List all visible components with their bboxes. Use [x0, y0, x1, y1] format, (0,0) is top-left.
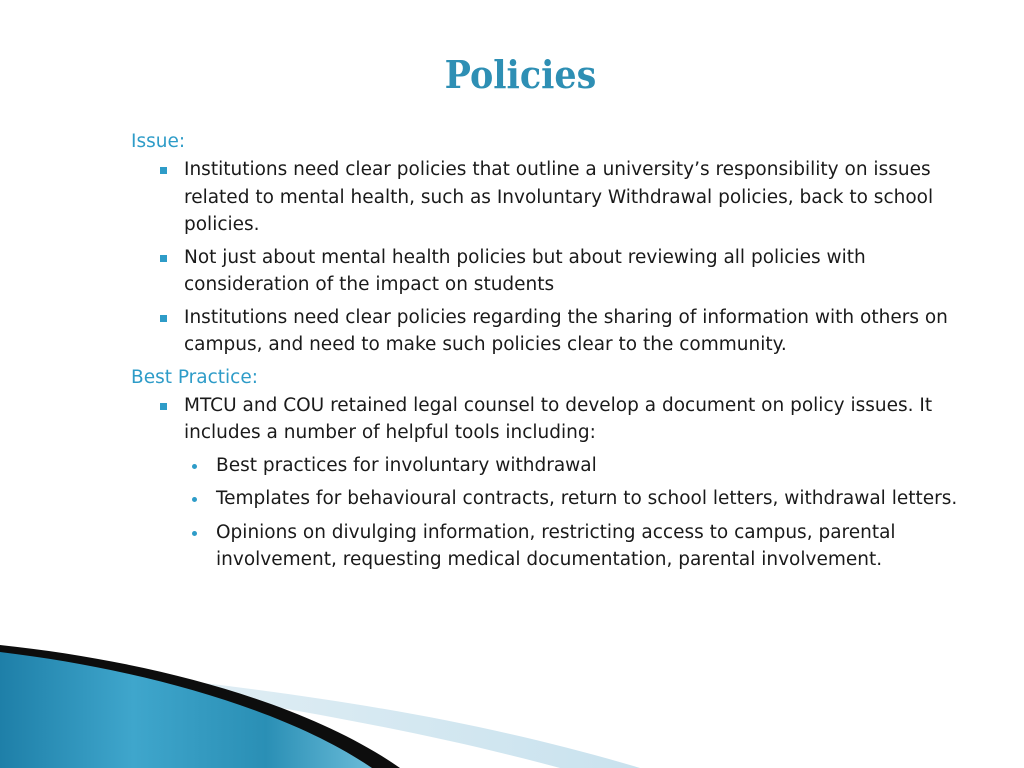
dark-stripe	[0, 645, 400, 768]
square-bullet-icon	[160, 167, 167, 174]
blue-band	[0, 650, 380, 768]
round-bullet-icon	[192, 464, 197, 469]
issue-bullet-list	[131, 156, 961, 359]
list-item: Institutions need clear policies regarding the sharing of information with others on campus, and need to make such policies clear to the community.	[131, 304, 961, 359]
sub-bullet-list	[184, 452, 961, 574]
section-heading-issue: Issue:	[131, 131, 186, 152]
list-item: Institutions need clear policies that outline a university’s responsibility on issues related to mental health, such as Involuntary Withdrawal policies, back to school policies.	[131, 156, 961, 239]
square-bullet-icon	[160, 255, 167, 262]
slide-body	[131, 128, 961, 580]
sub-list-item: Templates for behavioural contracts, return to school letters, withdrawal letters.	[184, 485, 961, 513]
sub-list-item: Best practices for involuntary withdrawal	[184, 452, 961, 480]
light-band	[60, 668, 640, 768]
list-item: Not just about mental health policies but about reviewing all policies with consideration of the impact on students	[131, 244, 961, 299]
sub-list-item: Opinions on divulging information, restricting access to campus, parental involvement, requesting medical documentation, parental involvement.	[184, 519, 961, 574]
round-bullet-icon	[192, 531, 197, 536]
round-bullet-icon	[192, 497, 197, 502]
square-bullet-icon	[160, 403, 167, 410]
square-bullet-icon	[160, 315, 167, 322]
section-heading-best-practice: Best Practice:	[131, 366, 258, 388]
best-practice-bullet-list	[131, 392, 961, 574]
slide-title: Policies	[444, 52, 596, 97]
list-item: MTCU and COU retained legal counsel to develop a document on policy issues. It includes a number of helpful tools including: Best practices for involuntary withdrawal Templates for behavioural contracts, return to school letters, withdrawal letters. Opinions on divulging information, restricting access to campus, parental involvement, requesting medical documentation, parental involvement.	[131, 392, 961, 574]
